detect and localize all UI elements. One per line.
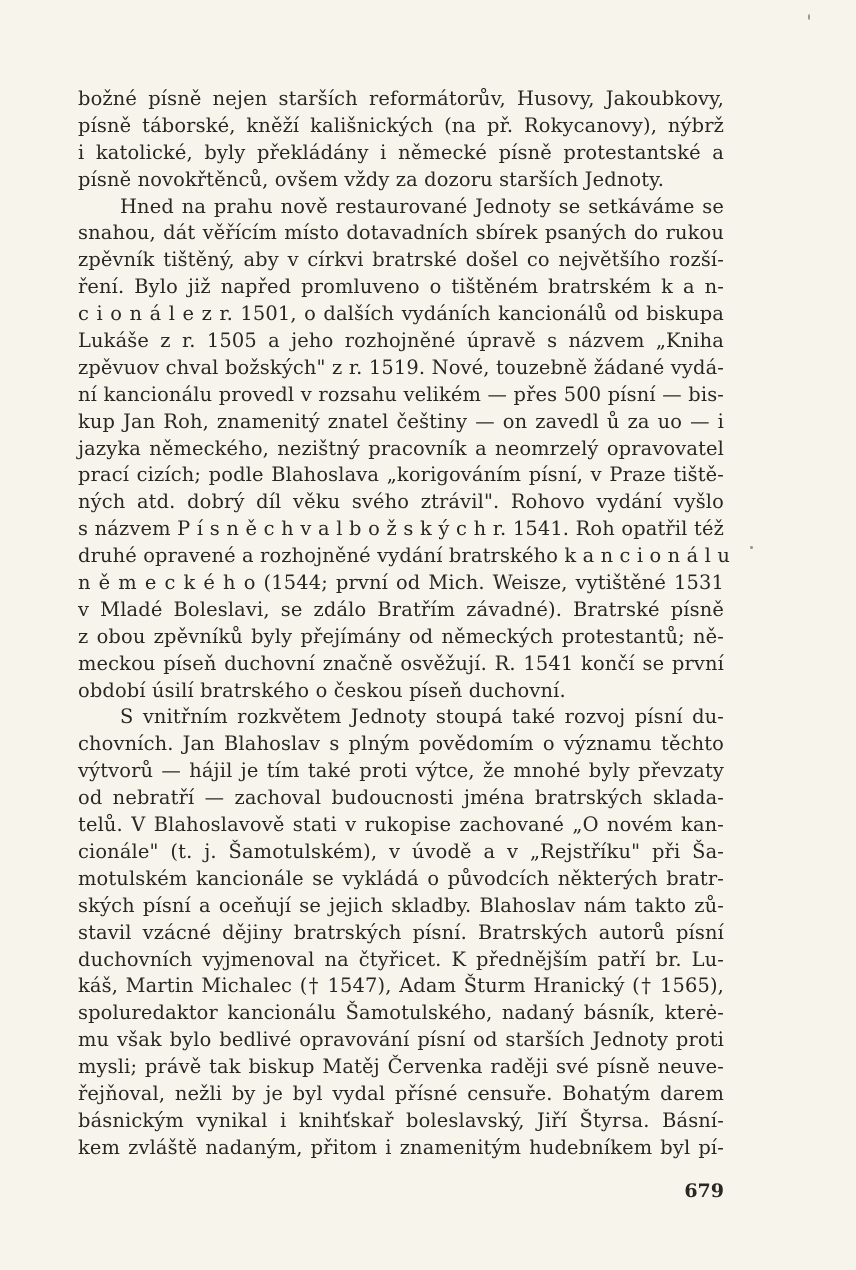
text-line: cionále" (t. j. Šamotulském), v úvodě a v „Rejstříku" při Ša- [78,839,724,863]
text-line: zpěvník tištěný, aby v církvi bratrské došel co největšího rozší- [78,248,724,272]
text-line: kem zvláště nadaným, přitom i znamenitým hudebníkem byl pí- [78,1135,724,1159]
text-line: jazyka německého, nezištný pracovník a neomrzelý opravovatel [78,436,724,460]
text-line: v Mladé Boleslavi, se zdálo Bratřím závadné). Bratrské písně [78,597,724,621]
text-line: Lukáše z r. 1505 a jeho rozhojněné úpravě s názvem „Kniha [78,329,724,353]
paper-speck [750,546,753,549]
text-line: chovních. Jan Blahoslav s plným povědomím o významu těchto [78,732,724,756]
text-line: ských písní a oceňují se jejich skladby. Blahoslav nám takto zů- [78,893,724,917]
text-line: ných atd. dobrý díl věku svého ztrávil". Rohovo vydání vyšlo [78,490,724,514]
text-line: zpěvuov chval božských" z r. 1519. Nové, touzebně žádané vydá- [78,355,724,379]
text-line: snahou, dát věřícím místo dotavadních sbírek psaných do rukou [78,221,724,245]
text-line: káš, Martin Michalec († 1547), Adam Šturm Hranický († 1565), [78,974,724,998]
text-line: období úsilí bratrského o českou píseň duchovní. [78,678,566,702]
text-line: od nebratří — zachoval budoucnosti jména bratrských sklada- [78,786,724,810]
text-line: stavil vzácné dějiny bratrských písní. Bratrských autorů písní [78,920,724,944]
text-line: motulském kancionále se vykládá o původcích některých bratr- [78,866,724,890]
text-line: písně novokřtěnců, ovšem vždy za dozoru starších Jednoty. [78,167,665,191]
text-line: božné písně nejen starších reformátorův, Husovy, Jakoubkovy, [78,87,724,110]
paragraph-1 [78,86,724,194]
text-line: i katolické, byly překládány i německé písně protestantské a [78,140,724,164]
text-line: mysli; právě tak biskup Matěj Červenka raději své písně neuve- [78,1055,724,1079]
page-text [78,86,730,1162]
text-line: spoluredaktor kancionálu Šamotulského, nadaný básník, kterė- [78,1001,724,1025]
page-number: 679 [684,1180,724,1202]
paper-speck [808,14,810,20]
paragraph-2 [78,194,730,705]
text-line: básnickým vynikal i knihťskař boleslavský, Jiří Štyrsa. Básní- [78,1108,724,1132]
text-line: z obou zpěvníků byly přejímány od německých protestantů; ně- [78,624,724,648]
text-line: výtvorů — hájil je tím také proti výtce, že mnohé byly převzaty [78,759,724,783]
text-line: s názvem P í s n ě c h v a l b o ž s k ý c h r. 1541. Roh opatřil též [78,517,724,541]
text-line: druhé opravené a rozhojněné vydání bratrského k a n c i o n á l u [78,544,730,568]
text-line: meckou píseň duchovní značně osvěžují. R. 1541 končí se první [78,651,724,675]
text-line: kup Jan Roh, znamenitý znatel češtiny — on zavedl ů za uo — i [78,409,724,433]
text-line: ní kancionálu provedl v rozsahu velikém — přes 500 písní — bis- [78,382,724,406]
text-line: telů. V Blahoslavově stati v rukopise zachované „O novém kan- [78,813,724,837]
text-line: S vnitřním rozkvětem Jednoty stoupá také rozvoj písní du- [120,705,724,729]
text-line: Hned na prahu nově restaurované Jednoty se setkáváme se [120,194,724,218]
text-line: c i o n á l e z r. 1501, o dalších vydáních kancionálů od biskupa [78,302,724,326]
text-line: n ě m e c k é h o (1544; první od Mich. Weisze, vytištěné 1531 [78,571,724,595]
text-line: mu však bylo bedlivé opravování písní od starších Jednoty proti [78,1028,724,1052]
paragraph-3 [78,704,724,1161]
text-line: písně táborské, kněží kališnických (na př. Rokycanovy), nýbrž [78,113,724,137]
text-line: ření. Bylo již napřed promluveno o tištěném bratrském k a n- [78,275,724,299]
text-line: duchovních vyjmenoval na čtyřicet. K přednějším patří br. Lu- [78,947,724,971]
text-line: řejňoval, nežli by je byl vydal přísné censuře. Bohatým darem [78,1081,724,1105]
text-line: prací cizích; podle Blahoslava „korigováním písní, v Praze tiště- [78,463,724,487]
